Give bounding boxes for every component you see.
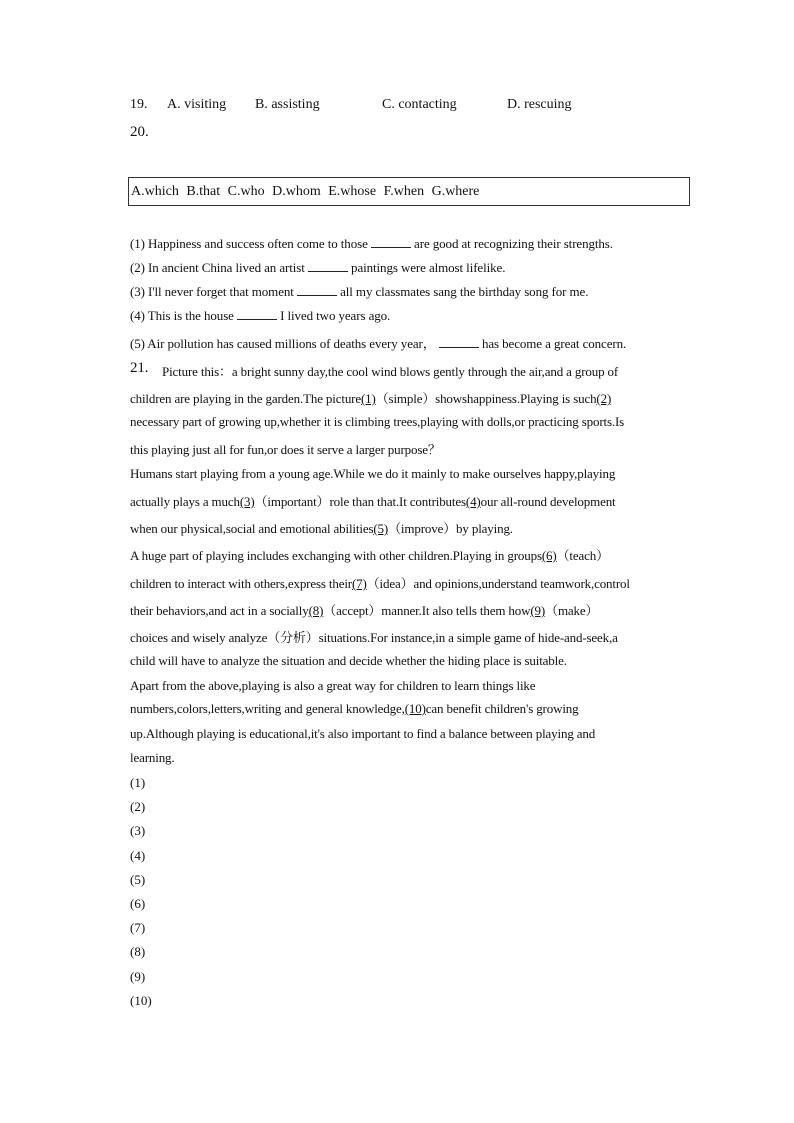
word-bank-item: B.that	[186, 184, 221, 199]
answer-label: (4)	[130, 847, 146, 863]
sentence-text: (1) Happiness and success often come to those	[130, 236, 371, 251]
answer-blank-marker: (4)	[465, 494, 481, 509]
passage-text: （accept）manner.It also tells them how	[323, 603, 531, 618]
passage-text: choices and wisely analyze（分析）situations.For instance,in a simple game of hide-and-seek,a	[130, 630, 618, 645]
passage-text: actually plays a much	[130, 494, 240, 509]
answer-label: (1)	[130, 775, 146, 790]
word-bank-box	[128, 177, 690, 206]
passage-text: （simple）showshappiness.Playing is such	[375, 391, 597, 406]
answer-label: (6)	[130, 896, 146, 911]
answer-blank-marker: (10)	[404, 701, 426, 716]
passage-line	[130, 518, 695, 537]
passage-text: （make）	[545, 603, 599, 618]
word-bank-item: C.who	[227, 184, 265, 199]
sentence-text: (5) Air pollution has caused millions of deaths every year，	[130, 336, 439, 351]
answer-label: (8)	[130, 944, 146, 960]
passage-line	[130, 701, 695, 717]
sentence-text: (4) This is the house	[130, 308, 237, 323]
passage-line	[130, 545, 695, 564]
sentence-text: are good at recognizing their strengths.	[410, 236, 613, 251]
word-bank-item: F.when	[383, 184, 425, 199]
answer-label: (9)	[130, 968, 146, 984]
answer-label: (3)	[130, 823, 146, 839]
answer-blank-marker: (2)	[596, 391, 612, 406]
fill-sentence-4	[130, 308, 390, 324]
answer-blank[interactable]	[308, 260, 348, 272]
passage-line	[130, 414, 695, 430]
answer-blank-marker: (7)	[351, 576, 367, 591]
answer-blank-marker: (8)	[308, 603, 324, 618]
answer-blank-marker: (1)	[360, 391, 376, 406]
passage-line	[130, 627, 695, 646]
question-21-number: 21.	[130, 360, 149, 376]
option-d: D. rescuing	[507, 97, 572, 112]
passage-text: （improve）by playing.	[388, 521, 513, 536]
answer-blank-marker: (5)	[373, 521, 389, 536]
sentence-text: (3) I'll never forget that moment	[130, 284, 297, 299]
fill-sentence-3	[130, 284, 588, 300]
passage-text: （idea）and opinions,understand teamwork,control	[366, 576, 630, 591]
passage-line	[130, 653, 695, 669]
passage-text: Picture this：a bright sunny day,the cool wind blows gently through the air,and a group of	[162, 364, 619, 379]
word-bank-item: G.where	[431, 184, 480, 199]
passage-line	[130, 726, 695, 742]
passage-text: necessary part of growing up,whether it is climbing trees,playing with dolls,or practicing sports.Is	[130, 414, 625, 429]
passage-text: learning.	[130, 750, 175, 765]
word-bank-item: A.which	[131, 184, 179, 199]
passage-line	[130, 600, 695, 619]
passage-text: （important）role than that.It contributes	[254, 494, 466, 509]
option-c: C. contacting	[382, 97, 457, 112]
answer-label: (2)	[130, 799, 146, 815]
question-20-number: 20.	[130, 124, 149, 140]
passage-text: A huge part of playing includes exchanging with other children.Playing in groups	[130, 548, 542, 563]
option-a: A. visiting	[167, 97, 227, 112]
passage-text: up.Although playing is educational,it's also important to find a balance between playing and	[130, 726, 596, 741]
fill-sentence-1	[130, 236, 613, 252]
passage-text: this playing just all for fun,or does it serve a larger purpose？	[130, 442, 441, 457]
sentence-text: (2) In ancient China lived an artist	[130, 260, 308, 275]
answer-label: (7)	[130, 920, 146, 936]
answer-blank[interactable]	[237, 308, 277, 320]
answer-blank-marker: (9)	[530, 603, 546, 618]
answer-label: (10)	[130, 992, 152, 1008]
passage-text: their behaviors,and act in a socially	[130, 603, 309, 618]
passage-line	[162, 361, 727, 380]
fill-sentence-5	[130, 333, 626, 352]
answer-label: (5)	[130, 871, 146, 887]
passage-line	[130, 573, 695, 592]
sentence-text: paintings were almost lifelike.	[347, 260, 506, 275]
sentence-text: has become a great concern.	[478, 336, 627, 351]
passage-text: Humans start playing from a young age.While we do it mainly to make ourselves happy,playing	[130, 466, 616, 481]
passage-text: can benefit children's growing	[425, 701, 579, 716]
word-bank-item: E.whose	[328, 184, 377, 199]
sentence-text: all my classmates sang the birthday song for me.	[336, 284, 589, 299]
passage-text: our all-round development	[480, 494, 616, 509]
passage-text: children to interact with others,express their	[130, 576, 352, 591]
answer-blank[interactable]	[297, 284, 337, 296]
answer-blank-marker: (6)	[541, 548, 557, 563]
passage-line	[130, 678, 695, 694]
answer-blank[interactable]	[371, 236, 411, 248]
sentence-text: I lived two years ago.	[276, 308, 391, 323]
answer-blank[interactable]	[439, 336, 479, 348]
passage-line	[130, 439, 695, 458]
passage-line	[130, 388, 695, 407]
passage-text: （teach）	[556, 548, 609, 563]
passage-text: Apart from the above,playing is also a great way for children to learn things like	[130, 678, 536, 693]
passage-line	[130, 491, 695, 510]
passage-line	[130, 750, 695, 766]
word-bank-item: D.whom	[272, 184, 321, 199]
passage-text: child will have to analyze the situation and decide whether the hiding place is suitable.	[130, 653, 567, 668]
answer-blank-marker: (3)	[239, 494, 255, 509]
question-19-number: 19.	[130, 97, 148, 112]
passage-text: numbers,colors,letters,writing and general knowledge,	[130, 701, 405, 716]
option-b: B. assisting	[255, 97, 320, 112]
passage-line	[130, 466, 695, 482]
passage-text: when our physical,social and emotional abilities	[130, 521, 374, 536]
fill-sentence-2	[130, 260, 505, 276]
passage-text: children are playing in the garden.The picture	[130, 391, 361, 406]
